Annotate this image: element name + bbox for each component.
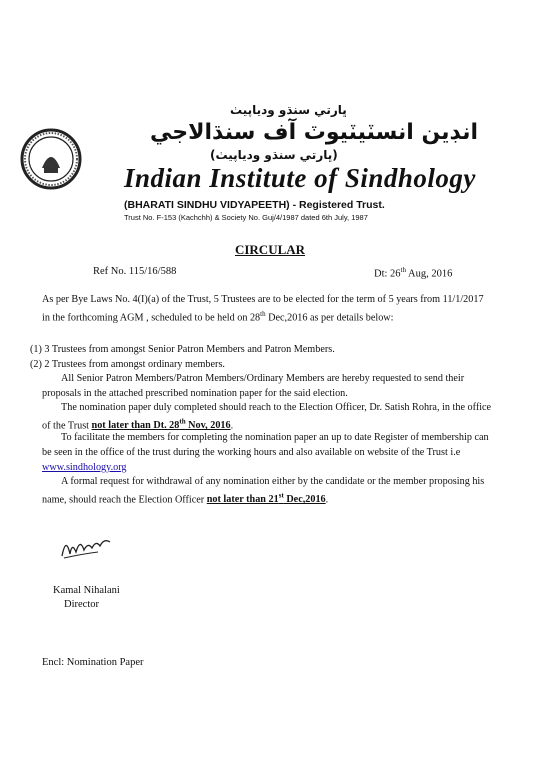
- withdrawal-paragraph: A formal request for withdrawal of any nomination either by the candidate or the member proposing his name, should reach the Election Officer not later than 21st Dec,2016.: [42, 476, 485, 506]
- letterhead-sindhi-line1: ڀارتي سنڌو ودياپيٺ: [230, 103, 347, 117]
- signatory-role: Director: [64, 599, 99, 610]
- letterhead-trust-number: Trust No. F-153 (Kachchh) & Society No. Guj/4/1987 dated 6th July, 1987: [124, 213, 368, 222]
- letterhead-subtitle: (BHARATI SINDHU VIDYAPEETH) - Registered Trust.: [124, 199, 385, 211]
- handwritten-signature: [58, 528, 118, 562]
- document-date: Dt: 26th Aug, 2016: [374, 266, 453, 280]
- list-item: (2) 2 Trustees from amongst ordinary members.: [30, 359, 225, 370]
- letterhead-sindhi-line3: (ڀارتي سنڌو ودياپيٺ): [210, 148, 338, 162]
- reference-number: Ref No. 115/16/588: [93, 266, 177, 277]
- enclosure-note: Encl: Nomination Paper: [42, 657, 144, 668]
- list-item: (1) 3 Trustees from amongst Senior Patron Members and Patron Members.: [30, 344, 335, 355]
- nomination-deadline-paragraph: The nomination paper duly completed should reach to the Election Officer, Dr. Satish Rohra, in the office of the Trust not later than Dt. 28th Nov, 2016.: [42, 402, 492, 432]
- document-title: CIRCULAR: [234, 242, 306, 257]
- institute-seal-logo: [20, 128, 82, 190]
- website-link[interactable]: www.sindhology.org: [42, 462, 127, 473]
- letterhead-english-name: Indian Institute of Sindhology: [124, 163, 476, 193]
- proposal-paragraph: All Senior Patron Members/Patron Members/Ordinary Members are hereby requested to send their proposals in the attached prescribed nomination paper for the said election.: [42, 373, 465, 399]
- register-paragraph: To facilitate the members for completing the nomination paper an up to date Register of membership can be seen in the office of the trust during the working hours and also available on website of the Trust i.e www.sindhology.org: [42, 432, 489, 473]
- signatory-name: Kamal Nihalani: [53, 585, 120, 596]
- intro-paragraph: As per Bye Laws No. 4(I)(a) of the Trust, 5 Trustees are to be elected for the term of 5 years from 11/1/2017 in the forthcoming AGM , scheduled to be held on 28th Dec,2016 as per details below:: [42, 294, 484, 324]
- letterhead-sindhi-name: انڊين انسٽيٽيوٽ آف سنڌالاجي: [150, 120, 479, 145]
